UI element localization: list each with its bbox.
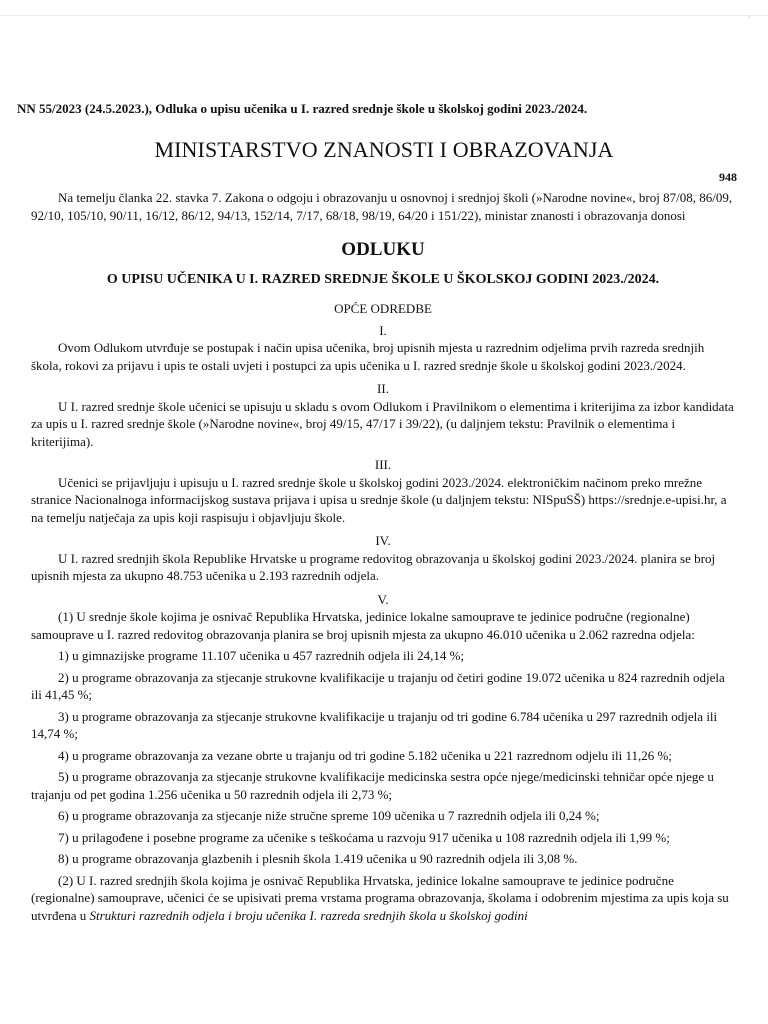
list-item: 3) u programe obrazovanja za stjecanje strukovne kvalifikacije u trajanju od tri godine 6.784 učenika u 297 razrednih odjela ili 14,74 %; [31,708,718,741]
ministry-title: MINISTARSTVO ZNANOSTI I OBRAZOVANJA [154,137,614,162]
section-text-1: Ovom Odlukom utvrđuje se postupak i način upisa učenika, broj upisnih mjesta u razrednim odjelima prvih razreda srednjih škola, rokovi za prijavu i upis te ostali uvjeti i postupci za upis učenika u I. razred srednje škole u školskoj godini 2023./2024. [31,340,705,373]
list-item: 8) u programe obrazovanja glazbenih i plesnih škola 1.419 učenika u 90 razrednih odjela ili 3,08 %. [58,851,578,866]
scroll-marker [749,15,750,18]
list-item: 1) u gimnazijske programe 11.107 učenika u 457 razrednih odjela ili 24,14 %; [58,648,465,663]
section-text-2: U I. razred srednje škole učenici se upisuju u skladu s ovom Odlukom i Pravilnikom o elementima i kriterijima za izbor kandidata za upis u I. razred srednje škole (»Narodne novine«, broj 49/15, 47/17 i 39/22), (u daljnjem tekstu: Pravilnik o elementima i kriterijima). [31,398,734,449]
list-item: 6) u programe obrazovanja za stjecanje niže stručne spreme 109 učenika u 7 razrednih odjela ili 0,24 %; [58,808,600,823]
top-divider [0,15,768,16]
preamble: Na temelju članka 22. stavka 7. Zakona o odgoju i obrazovanju u osnovnoj i srednjoj školi (»Narodne novine«, broj 87/08, 86/09, 92/10, 105/10, 90/11, 16/12, 86/12, 94/13, 152/14, 7/17, 68/18, 98/19, 64/20 i 151/22), ministar znanosti i obrazovanja donosi [31,190,733,223]
decision-subtitle: O UPISU UČENIKA U I. RAZRED SREDNJE ŠKOLE U ŠKOLSKOJ GODINI 2023./2024. [106,272,660,287]
section-text-5-paragraph-2 [31,872,735,925]
general-provisions-heading: OPĆE ODREDBE [334,301,432,316]
section-number-1: I. [379,322,387,338]
list-item: 5) u programe obrazovanja za stjecanje strukovne kvalifikacije medicinska sestra opće njege/medicinski tehničar opće njege u trajanju od pet godina 1.256 učenika u 50 razrednih odjela ili 2,73 %; [31,769,714,802]
paragraph-2-italic-reference: Strukturi razrednih odjela i broju učenika I. razreda srednjih škola u školskoj godini [89,907,528,923]
section-number-4: IV. [375,533,391,548]
document-body [31,189,735,924]
list-item: 7) u prilagođene i posebne programe za učenike s teškoćama u razvoju 917 učenika u 108 razrednih odjela ili 1,99 %; [58,829,670,845]
document-number: 948 [719,170,737,184]
list-item: 4) u programe obrazovanja za vezane obrte u trajanju od tri godine 5.182 učenika u 221 razrednom odjelu ili 11,26 %; [58,747,672,763]
section-text-3: Učenici se prijavljuju i upisuju u I. razred srednje škole u školskoj godini 2023./2024. elektroničkim načinom preko mrežne stranice Nacionalnoga informacijskog sustava prijava i upisa u srednje škole (u daljnjem tekstu: NISpuSŠ) https://srednje.e-upisi.hr, a na temelju natječaja za upis koji raspisuju i objavljuju škole. [31,474,727,525]
paragraph-2-text: (2) U I. razred srednjih škola kojima je osnivač Republika Hrvatska, jedinice lokalne samouprave te jedinice područne (regionalne) samouprave, učenici će se upisivati prema vrstama programa obrazovanja, školama i odobrenim mjestima za upis koja su utvrđena u [31,872,729,923]
section-number-2: II. [377,381,389,396]
document-header: NN 55/2023 (24.5.2023.), Odluka o upisu učenika u I. razred srednje škole u školskoj godini 2023./2024. [17,101,588,116]
section-text-5-paragraph-1: (1) U srednje škole kojima je osnivač Republika Hrvatska, jedinice lokalne samouprave te jedinice područne (regionalne) samouprave u I. razred redovitog obrazovanja planira se broj upisnih mjesta za ukupno 46.010 učenika u 2.062 razredna odjela: [31,609,695,642]
list-item: 2) u programe obrazovanja za stjecanje strukovne kvalifikacije u trajanju od četiri godine 19.072 učenika u 824 razrednih odjela ili 41,45 %; [31,669,725,702]
section-number-5: V. [377,591,389,607]
section-number-3: III. [374,457,392,472]
section-text-4: U I. razred srednjih škola Republike Hrvatske u programe redovitog obrazovanja u školskoj godini 2023./2024. planira se broj upisnih mjesta za ukupno 48.753 učenika u 2.193 razrednih odjela. [31,550,716,583]
decision-title: ODLUKU [341,239,425,260]
